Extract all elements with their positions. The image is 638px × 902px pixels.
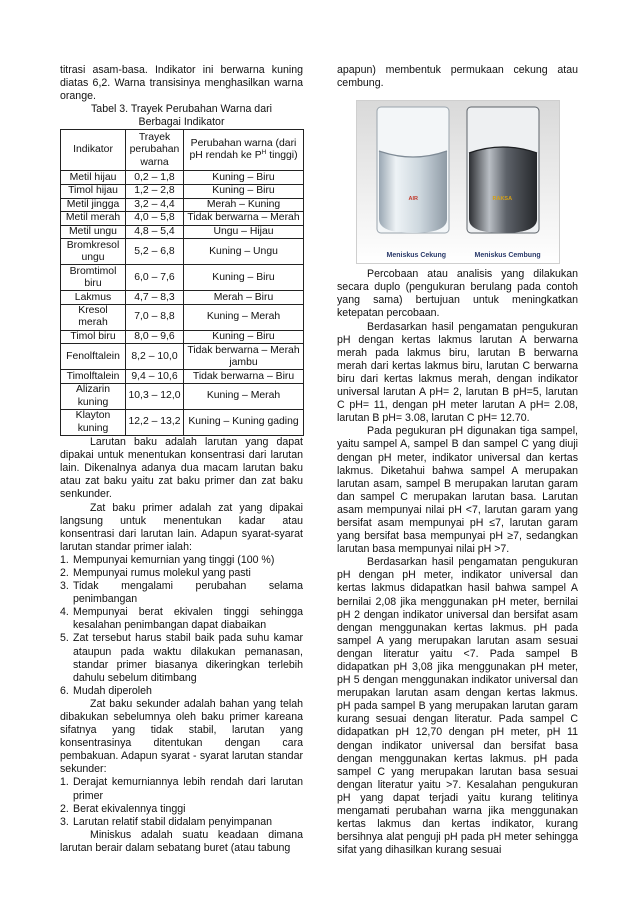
paragraph-miniskus: Miniskus adalah suatu keadaan dimana larutan berair dalam sebatang buret (atau tabung — [60, 828, 303, 854]
table-row — [61, 185, 304, 199]
cell-perubahan: Kuning – Merah — [184, 305, 304, 331]
label-air: AIR — [408, 196, 418, 203]
paragraph-zat-baku-sekunder: Zat baku sekunder adalah bahan yang telah dibakukan sebelumnya oleh baku primer kareana sifatnya yang tidak stabil, larutan yang konsentrasinya ditentukan dengan cara pembakuan. Adapun syarat - syarat larutan standar sekunder: — [60, 697, 303, 776]
table-row — [61, 291, 304, 305]
cell-trayek: 9,4 – 10,6 — [126, 370, 184, 384]
intro-paragraph: titrasi asam-basa. Indikator ini berwarna kuning diatas 6,2. Warna transisinya menghasilkan warna orange. — [60, 64, 303, 103]
list-item-number: 1. — [60, 553, 69, 566]
cell-trayek: 8,0 – 9,6 — [126, 330, 184, 344]
cell-trayek: 4,0 – 5,8 — [126, 212, 184, 226]
water-liquid — [379, 151, 447, 233]
list-item-number: 3. — [60, 815, 69, 828]
list-item-number: 4. — [60, 606, 69, 619]
table-row — [61, 239, 304, 265]
right-column — [337, 64, 578, 857]
cell-trayek: 4,8 – 5,4 — [126, 225, 184, 239]
cell-perubahan: Kuning – Biru — [184, 330, 304, 344]
list-item — [60, 606, 303, 632]
list-item — [60, 554, 303, 567]
cell-indikator: Bromkresol ungu — [61, 239, 126, 265]
cell-trayek: 10,3 – 12,0 — [126, 384, 184, 410]
table-row — [61, 370, 304, 384]
table-row — [61, 410, 304, 436]
paragraph-larutan-baku: Larutan baku adalah larutan yang dapat dipakai untuk menentukan konsentrasi dari larutan lain. Dikenalnya adanya dua macam larutan baku atau zat baku yaitu zat baku primer dan zat baku senkunder. — [60, 436, 303, 501]
cell-perubahan: Kuning – Kuning gading — [184, 410, 304, 436]
paragraph-pengukuran-ph: Pada pegukuran pH digunakan tiga sampel, yaitu sampel A, sampel B dan sampel C yang diuji dengan pH meter, indikator universal dan kertas lakmus. Diketahui bahwa sampel A merupakan larutan asam, sampel B merupakan larutan garam dan sampel C merupakan larutan basa. Larutan asam mempunyai nilai pH <7, larutan garam yang bersifat asam mempunyai pH ≤7, larutan garam yang bersifat basa mempunyai pH ≥7, sedangkan larutan basa mempunyai nilai pH >7. — [337, 425, 578, 556]
table-row — [61, 225, 304, 239]
header-perubahan-sup: H — [261, 149, 267, 157]
list-item-text: Mempunyai kemurnian yang tinggi (100 %) — [73, 553, 275, 566]
caption-meniskus-cekung: Meniskus Cekung — [386, 252, 447, 260]
cell-indikator: Metil hijau — [61, 171, 126, 185]
list-item — [60, 567, 303, 580]
cell-perubahan: Merah – Biru — [184, 291, 304, 305]
cell-trayek: 1,2 – 2,8 — [126, 185, 184, 199]
list-item — [60, 816, 303, 829]
meniscus-illustration — [357, 101, 559, 263]
cell-perubahan: Ungu – Hijau — [184, 225, 304, 239]
table-row — [61, 171, 304, 185]
cell-indikator: Fenolftalein — [61, 344, 126, 370]
table-row — [61, 384, 304, 410]
left-column — [60, 64, 303, 855]
cell-indikator: Metil ungu — [61, 225, 126, 239]
list-item-number: 2. — [60, 802, 69, 815]
header-perubahan-main: Perubahan warna (dari pH rendah ke P — [189, 138, 297, 162]
header-perubahan-end: tinggi) — [266, 150, 298, 162]
list-item-text: Mempunyai berat ekivalen tinggi sehingga kesalahan penimbangan dapat diabaikan — [73, 606, 303, 632]
cell-trayek: 8,2 – 10,0 — [126, 344, 184, 370]
table-row — [61, 305, 304, 331]
cell-trayek: 5,2 – 6,8 — [126, 239, 184, 265]
list-item-text: Zat tersebut harus stabil baik pada suhu kamar ataupun pada waktu dilakukan pemanasan, standar primer biasanya dikeringkan terlebih dahulu sebelum ditimbang — [73, 632, 303, 684]
list-item — [60, 803, 303, 816]
table-row — [61, 330, 304, 344]
cell-indikator: Metil jingga — [61, 198, 126, 212]
cell-indikator: Timol biru — [61, 330, 126, 344]
cell-indikator: Metil merah — [61, 212, 126, 226]
cell-perubahan: Kuning – Merah — [184, 384, 304, 410]
table-row — [61, 198, 304, 212]
cell-trayek: 12,2 – 13,2 — [126, 410, 184, 436]
header-indikator: Indikator — [61, 130, 126, 171]
cell-perubahan: Kuning – Biru — [184, 171, 304, 185]
list-item-text: Tidak mengalami perubahan selama penimbangan — [73, 580, 303, 606]
cell-perubahan: Kuning – Biru — [184, 265, 304, 291]
paragraph-duplo: Percobaan atau analisis yang dilakukan secara duplo (pengukuran berulang pada contoh yang sama) bertujuan untuk meningkatkan ketepatan percobaan. — [337, 268, 578, 320]
cell-perubahan: Kuning – Biru — [184, 185, 304, 199]
cell-perubahan: Merah – Kuning — [184, 198, 304, 212]
cell-trayek: 4,7 – 8,3 — [126, 291, 184, 305]
list-item-number: 2. — [60, 566, 69, 579]
paragraph-zat-baku-primer: Zat baku primer adalah zat yang dipakai langsung untuk menentukan kadar atau konsentrasi dari larutan lain. Adapun syarat-syarat larutan standar primer ialah: — [60, 501, 303, 553]
cell-trayek: 3,2 – 4,4 — [126, 198, 184, 212]
meniscus-figure — [356, 100, 560, 264]
table-header-row — [61, 130, 304, 171]
list-item — [60, 632, 303, 684]
header-trayek: Trayek perubahan warna — [126, 130, 184, 171]
cell-perubahan: Tidak berwarna – Merah — [184, 212, 304, 226]
list-syarat-sekunder — [60, 776, 303, 828]
mercury-liquid — [469, 147, 537, 233]
list-item-number: 1. — [60, 776, 69, 789]
list-item-number: 5. — [60, 632, 69, 645]
paragraph-continuation: apapun) membentuk permukaan cekung atau cembung. — [337, 64, 578, 90]
list-item-text: Berat ekivalennya tinggi — [73, 802, 186, 815]
paragraph-hasil-pengamatan-2: Berdasarkan hasil pengamatan pengukuran pH dengan pH meter, indikator universal dan kertas lakmus didapatkan hasil bahwa sampel A bernilai 2,08 jika menggunakan pH meter, bernilai pH 2 dengan indikator universal dan bersifat asam dengan menggunakan kertas lakmus. pH pada sampel A yang merupakan larutan asam sesuai dengan literatur yaitu <7. Pada sampel B didapatkan pH 3,08 jika menggunakan pH meter, pH 5 dengan menggunakan indikator universal dan merupakan larutan asam dengan kertas lakmus. pH pada sampel B yang merupakan larutan garam kurang sesuai dengan literatur. Pada sampel C didapatkan pH 12,70 dengan pH meter, pH 11 dengan indikator universal dan bersifat basa dengan menggunakan kertas lakmus. pH pada sampel C yang merupakan larutan basa sesuai dengan literatur yaitu >7. Kesalahan pengukuran pH yang dapat terjadi yaitu kurang telitinya mengamati perubahan warna jika menggunakan kertas lakmus dan kertas indikator, kurang bersihnya alat penguji pH pada pH meter sehingga sifat yang dihasilkan kurang sesuai — [337, 556, 578, 857]
cell-indikator: Klayton kuning — [61, 410, 126, 436]
label-raksa: RAKSA — [492, 196, 513, 203]
list-item-text: Derajat kemurniannya lebih rendah dari larutan primer — [73, 776, 303, 802]
indicator-table — [60, 129, 304, 436]
list-item-number: 3. — [60, 580, 69, 593]
cell-indikator: Kresol merah — [61, 305, 126, 331]
list-item-text: Larutan relatif stabil didalam penyimpanan — [73, 815, 273, 828]
cell-indikator: Timolftalein — [61, 370, 126, 384]
cell-indikator: Bromtimol biru — [61, 265, 126, 291]
cell-perubahan: Kuning – Ungu — [184, 239, 304, 265]
cell-trayek: 0,2 – 1,8 — [126, 171, 184, 185]
cell-perubahan: Tidak berwarna – Biru — [184, 370, 304, 384]
table-row — [61, 265, 304, 291]
table-row — [61, 344, 304, 370]
table-row — [61, 212, 304, 226]
cell-indikator: Alizarin kuning — [61, 384, 126, 410]
paragraph-hasil-pengamatan-1: Berdasarkan hasil pengamatan pengukuran pH dengan kertas lakmus larutan A berwarna merah pada lakmus biru, larutan B berwarna merah dari kertas lakmus biru, larutan C berwarna biru dari kertas lakmus merah, dengan indikator universal larutan A pH= 2, larutan B pH=5, larutan C pH= 11, dengan pH meter larutan A pH= 2.08, larutan B pH= 3.08, larutan C pH= 12.70. — [337, 320, 578, 425]
caption-meniskus-cembung: Meniskus Cembung — [474, 252, 541, 260]
list-item — [60, 685, 303, 698]
table-body — [61, 171, 304, 436]
list-syarat-primer — [60, 554, 303, 698]
cell-trayek: 7,0 – 8,8 — [126, 305, 184, 331]
cell-perubahan: Tidak berwarna – Merah jambu — [184, 344, 304, 370]
list-item-text: Mudah diperoleh — [73, 684, 152, 697]
cell-indikator: Lakmus — [61, 291, 126, 305]
header-perubahan — [184, 130, 304, 171]
list-item-text: Mempunyai rumus molekul yang pasti — [73, 566, 251, 579]
cell-trayek: 6,0 – 7,6 — [126, 265, 184, 291]
table-caption: Tabel 3. Trayek Perubahan Warna dari Berbagai Indikator — [91, 103, 272, 129]
list-item-number: 6. — [60, 684, 69, 697]
list-item — [60, 580, 303, 606]
list-item — [60, 776, 303, 802]
cell-indikator: Timol hijau — [61, 185, 126, 199]
